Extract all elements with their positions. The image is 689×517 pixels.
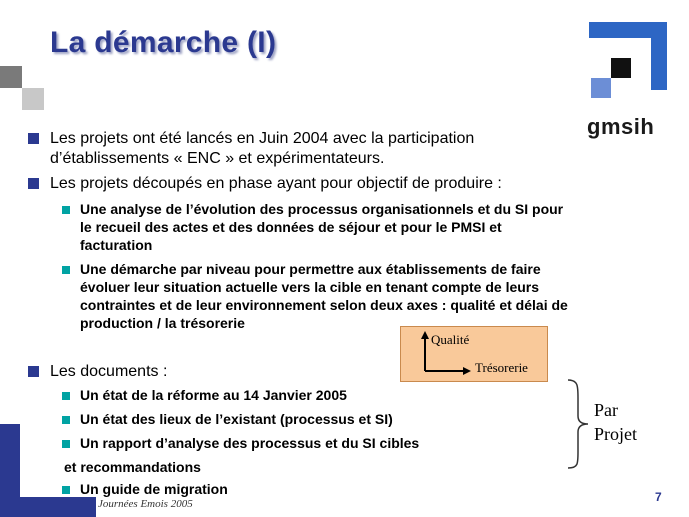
sub-bullet-marker bbox=[62, 266, 70, 274]
gmsih-logo bbox=[585, 18, 673, 143]
decor-bottom-strip bbox=[0, 497, 96, 517]
sub-bullet-demarche-line-2: évoluer leur situation actuelle vers la cible en tenant compte de leurs bbox=[80, 279, 540, 295]
decor-square-dark bbox=[0, 66, 22, 88]
bullet-2: Les projets découpés en phase ayant pour objectif de produire : bbox=[50, 175, 502, 192]
projet-label: Projet bbox=[594, 424, 637, 444]
axes-box bbox=[400, 326, 548, 382]
doc-item-4: Un guide de migration bbox=[80, 481, 228, 497]
sub-bullet-analyse bbox=[80, 200, 563, 254]
doc-item-2: Un état des lieux de l’existant (processus et SI) bbox=[80, 411, 393, 427]
logo-mark-icon bbox=[585, 18, 673, 118]
logo-text: gmsih bbox=[587, 114, 655, 139]
bullet-marker bbox=[28, 366, 39, 377]
page-number: 7 bbox=[655, 490, 662, 504]
sub-bullet-demarche-line-1: Une démarche par niveau pour permettre aux établissements de faire bbox=[80, 261, 541, 277]
bullet-1-line-1: Les projets ont été lancés en Juin 2004 avec la participation bbox=[50, 130, 475, 147]
doc-item-3-cont: et recommandations bbox=[64, 459, 201, 475]
sub-bullet-demarche bbox=[80, 260, 568, 332]
par-label: Par bbox=[594, 400, 618, 420]
bullet-3: Les documents : bbox=[50, 363, 168, 380]
sub-bullet-marker bbox=[62, 392, 70, 400]
sub-bullet-marker bbox=[62, 206, 70, 214]
sub-bullet-demarche-line-3: contraintes et de leur environnement selon deux axes : qualité et délai de bbox=[80, 297, 568, 313]
par-projet-label bbox=[594, 398, 637, 446]
sub-bullet-analyse-line-2: le recueil des actes et des données de séjour et pour le PMSI et bbox=[80, 219, 502, 235]
sub-bullet-marker bbox=[62, 486, 70, 494]
bullet-1-line-2: d’établissements « ENC » et expérimentateurs. bbox=[50, 150, 385, 167]
curly-brace-icon bbox=[566, 378, 590, 470]
doc-item-1: Un état de la réforme au 14 Janvier 2005 bbox=[80, 387, 347, 403]
decor-square-light bbox=[22, 88, 44, 110]
bullet-1 bbox=[50, 129, 474, 169]
footer-text: Journées Emois 2005 bbox=[98, 498, 193, 510]
sub-bullet-marker bbox=[62, 416, 70, 424]
sub-bullet-analyse-line-3: facturation bbox=[80, 237, 153, 253]
sub-bullet-demarche-line-4: production / la trésorerie bbox=[80, 315, 245, 331]
bullet-marker bbox=[28, 133, 39, 144]
doc-item-3: Un rapport d’analyse des processus et du SI cibles bbox=[80, 435, 420, 451]
bullet-marker bbox=[28, 178, 39, 189]
sub-bullet-analyse-line-1: Une analyse de l’évolution des processus organisationnels et du SI pour bbox=[80, 201, 564, 217]
sub-bullet-marker bbox=[62, 440, 70, 448]
axis-label-tresorerie: Trésorerie bbox=[475, 360, 528, 375]
axis-label-qualite: Qualité bbox=[431, 332, 470, 347]
slide-title: La démarche (I) bbox=[50, 26, 277, 59]
